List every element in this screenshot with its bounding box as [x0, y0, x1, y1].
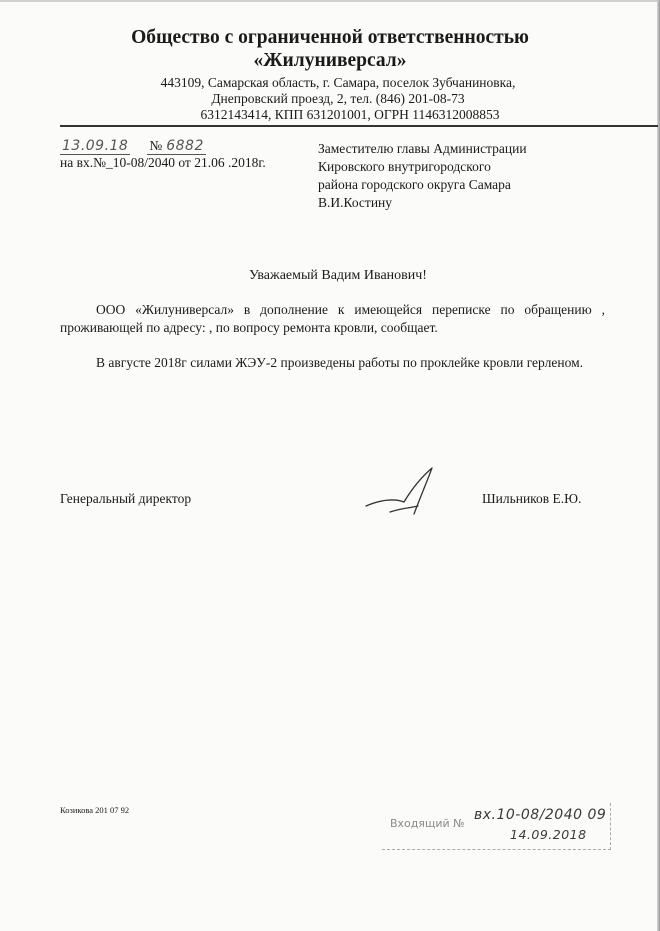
outgoing-date: 13.09.18: [62, 138, 129, 154]
stamp-handwritten-number: вх.10-08/2040 09: [474, 807, 607, 823]
org-address-line2: Днепровский проезд, 2, тел. (846) 201-08-73: [211, 91, 465, 106]
stamp-handwritten-date: 14.09.2018: [510, 827, 587, 842]
org-name: Общество с ограниченной ответственностью: [131, 27, 529, 48]
outgoing-number-label: №: [149, 138, 163, 153]
outgoing-registration: [60, 138, 300, 155]
letter-paragraph: ООО «Жилуниверсал» в дополнение к имеющейся переписке по обращению , проживающей по адресу: , по вопросу ремонта кровли, сообщает.: [60, 302, 605, 335]
org-brand: «Жилуниверсал»: [253, 50, 407, 71]
addressee-line: Заместителю главы Администрации: [318, 141, 527, 156]
addressee-line: района городского округа Самара: [318, 177, 511, 192]
stamp-label: Входящий №: [390, 817, 465, 830]
outgoing-number: 6882: [166, 138, 204, 154]
org-requisites: 6312143414, КПП 631201001, ОГРН 1146312008853: [200, 107, 500, 122]
letter-paragraph: В августе 2018г силами ЖЭУ-2 произведены работы по проклейке кровли герленом.: [96, 355, 583, 370]
signatory-title: Генеральный директор: [60, 491, 192, 506]
incoming-stamp: [382, 803, 617, 853]
addressee-name: В.И.Костину: [318, 195, 393, 210]
handwritten-signature: [360, 462, 440, 522]
addressee-line: Кировского внутригородского: [318, 159, 491, 174]
signatory-name: Шильников Е.Ю.: [482, 491, 582, 506]
greeting: Уважаемый Вадим Иванович!: [249, 268, 427, 283]
page-top-edge: [0, 0, 660, 2]
org-address-line1: 443109, Самарская область, г. Самара, поселок Зубчаниновка,: [160, 75, 516, 90]
reply-reference: на вх.№_10-08/2040 от 21.06 .2018г.: [60, 155, 266, 170]
addressee-block: [318, 140, 527, 212]
header-divider: [60, 125, 658, 127]
executor-contact: Козикова 201 07 92: [60, 805, 130, 815]
